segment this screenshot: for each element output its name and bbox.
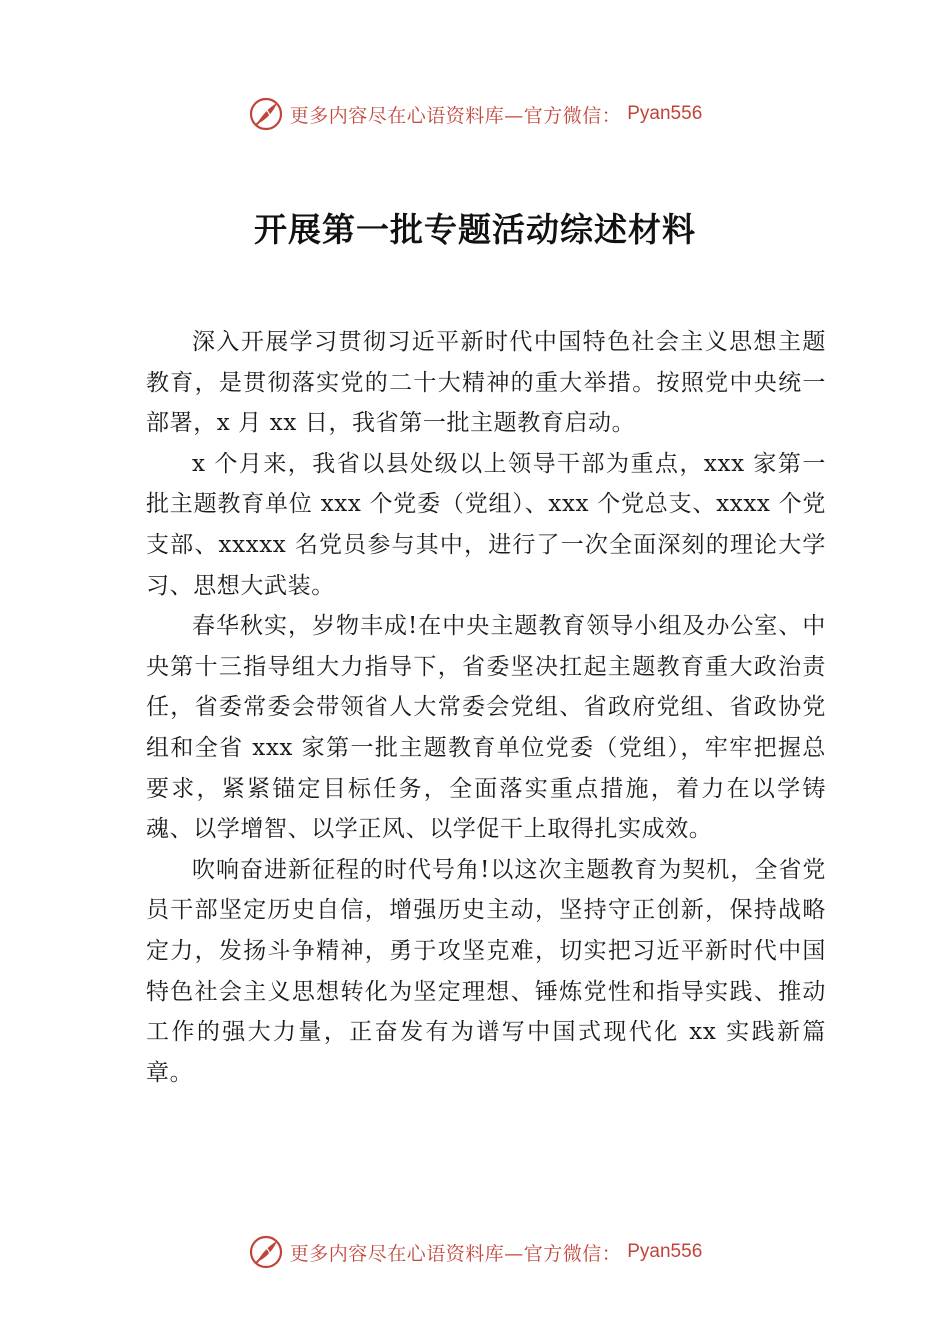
header-banner	[0, 94, 950, 134]
paragraph-1: 深入开展学习贯彻习近平新时代中国特色社会主义思想主题教育，是贯彻落实党的二十大精神的重大举措。按照党中央统一部署，x 月 xx 日，我省第一批主题教育启动。	[146, 329, 826, 437]
header-banner-text: 更多内容尽在心语资料库—官方微信：	[289, 104, 622, 127]
document-body	[146, 322, 826, 1093]
header-banner-wechat-id: Pyan556	[627, 103, 703, 124]
paragraph-4: 吹响奋进新征程的时代号角!以这次主题教育为契机，全省党员干部坚定历史自信，增强历史主动，坚持守正创新，保持战略定力，发扬斗争精神，勇于攻坚克难，切实把习近平新时代中国特色社会主义思想转化为坚定理想、锤炼党性和指导实践、推动工作的强大力量，正奋发有为谱写中国式现代化 xx 实践新篇章。	[146, 856, 826, 1086]
paragraph-2: x 个月来，我省以县处级以上领导干部为重点，xxx 家第一批主题教育单位 xxx 个党委（党组）、xxx 个党总支、xxxx 个党支部、xxxxx 名党员参与其中，进行了一次全面深刻的理论大学习、思想大武装。	[146, 450, 826, 599]
document-title: 开展第一批专题活动综述材料	[254, 210, 696, 249]
footer-banner	[0, 1232, 950, 1272]
paragraph-3: 春华秋实，岁物丰成!在中央主题教育领导小组及办公室、中央第十三指导组大力指导下，省委坚决扛起主题教育重大政治责任，省委常委会带领省人大常委会党组、省政府党组、省政协党组和全省 xxx 家第一批主题教育单位党委（党组），牢牢把握总要求，紧紧锚定目标任务，全面落实重点措施，着力在以学铸魂、以学增智、以学正风、以学促干上取得扎实成效。	[146, 613, 826, 843]
quill-logo-icon	[248, 1234, 284, 1270]
footer-banner-text: 更多内容尽在心语资料库—官方微信：	[289, 1242, 622, 1265]
footer-banner-wechat-id: Pyan556	[627, 1241, 703, 1262]
quill-logo-icon	[248, 96, 284, 132]
